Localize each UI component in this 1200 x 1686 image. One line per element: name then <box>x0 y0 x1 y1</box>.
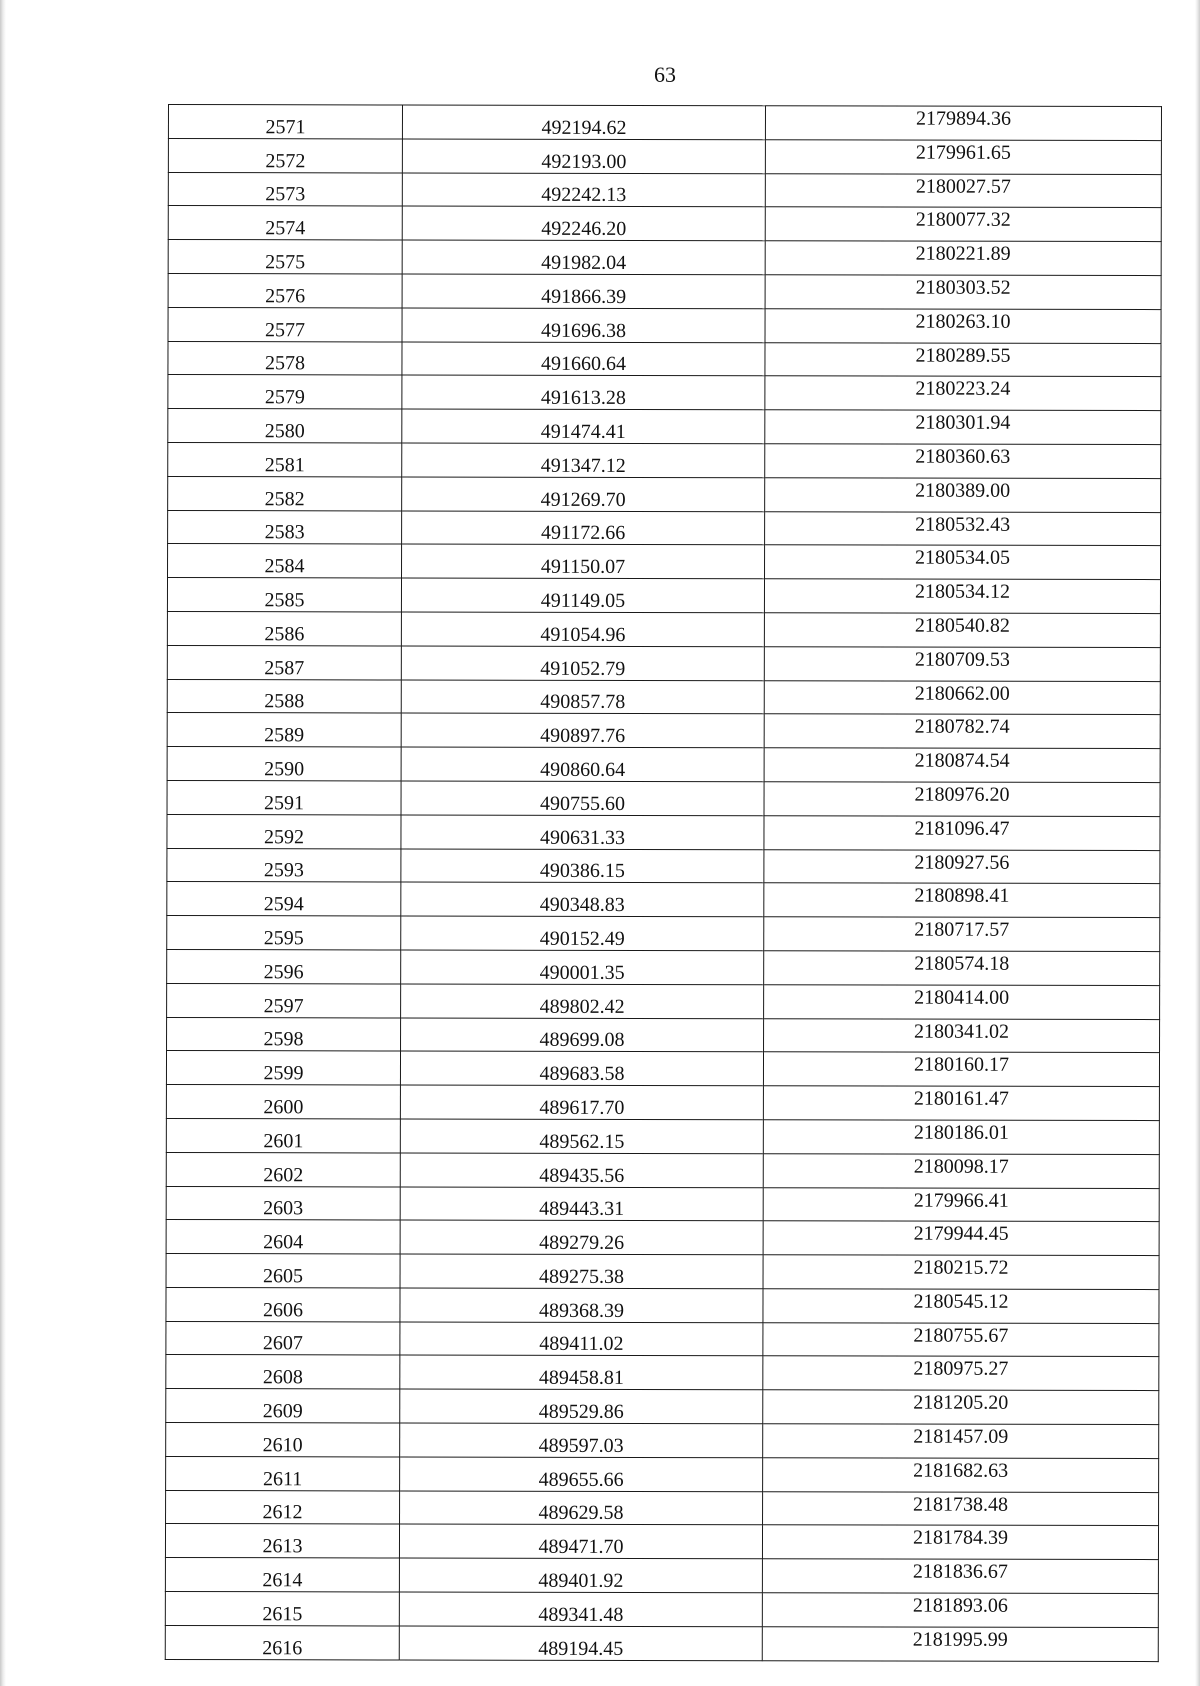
x-coordinate-cell: 490897.76 <box>401 713 764 748</box>
table-row <box>166 1321 1159 1357</box>
table-row <box>166 1490 1159 1526</box>
table-row <box>166 1051 1159 1087</box>
point-number-cell: 2597 <box>167 983 401 1017</box>
x-coordinate-cell: 491054.96 <box>401 612 764 647</box>
y-coordinate-cell: 2180223.24 <box>765 376 1161 411</box>
point-number-cell: 2607 <box>166 1321 400 1355</box>
x-coordinate-cell: 490386.15 <box>401 849 764 884</box>
point-number-cell: 2602 <box>166 1152 400 1186</box>
y-coordinate-cell: 2181682.63 <box>763 1458 1159 1493</box>
scan-edge-left <box>0 0 6 1686</box>
x-coordinate-cell: 489458.81 <box>400 1355 763 1390</box>
y-coordinate-cell: 2180927.56 <box>764 849 1160 884</box>
x-coordinate-cell: 489562.15 <box>400 1119 763 1154</box>
point-number-cell: 2590 <box>167 747 401 781</box>
x-coordinate-cell: 489629.58 <box>400 1491 763 1526</box>
point-number-cell: 2593 <box>167 848 401 882</box>
x-coordinate-cell: 489341.48 <box>399 1592 762 1627</box>
scan-edge-right <box>1195 0 1200 1686</box>
point-number-cell: 2592 <box>167 814 401 848</box>
table-row <box>168 409 1161 445</box>
point-number-cell: 2603 <box>166 1186 400 1220</box>
table-row <box>167 679 1160 715</box>
x-coordinate-cell: 491982.04 <box>402 240 765 275</box>
point-number-cell: 2584 <box>168 544 402 578</box>
x-coordinate-cell: 489617.70 <box>400 1085 763 1120</box>
y-coordinate-cell: 2181893.06 <box>762 1593 1158 1628</box>
point-number-cell: 2611 <box>166 1456 400 1490</box>
coordinate-table-body <box>165 105 1161 1662</box>
x-coordinate-cell: 491150.07 <box>402 544 765 579</box>
y-coordinate-cell: 2180215.72 <box>763 1255 1159 1290</box>
x-coordinate-cell: 489529.86 <box>400 1389 763 1424</box>
point-number-cell: 2601 <box>166 1118 400 1152</box>
y-coordinate-cell: 2180186.01 <box>763 1120 1159 1155</box>
point-number-cell: 2599 <box>166 1051 400 1085</box>
x-coordinate-cell: 489194.45 <box>399 1626 762 1661</box>
x-coordinate-cell: 491347.12 <box>402 443 765 478</box>
table-row <box>167 1017 1160 1053</box>
page-number: 63 <box>654 62 676 87</box>
table-row <box>168 273 1161 309</box>
point-number-cell: 2574 <box>168 206 402 240</box>
point-number-cell: 2613 <box>165 1524 399 1558</box>
point-number-cell: 2589 <box>167 713 401 747</box>
x-coordinate-cell: 491866.39 <box>402 274 765 309</box>
table-row <box>168 138 1161 174</box>
x-coordinate-cell: 489368.39 <box>400 1288 763 1323</box>
y-coordinate-cell: 2180077.32 <box>765 207 1161 242</box>
y-coordinate-cell: 2180414.00 <box>764 984 1160 1019</box>
y-coordinate-cell: 2180755.67 <box>763 1322 1159 1357</box>
x-coordinate-cell: 491660.64 <box>402 342 765 377</box>
y-coordinate-cell: 2180221.89 <box>765 241 1161 276</box>
y-coordinate-cell: 2180303.52 <box>765 275 1161 310</box>
table-row <box>168 341 1161 377</box>
table-row <box>165 1625 1158 1661</box>
table-row <box>167 848 1160 884</box>
table-row <box>168 105 1161 141</box>
y-coordinate-cell: 2180717.57 <box>764 917 1160 952</box>
table-row <box>168 307 1161 343</box>
point-number-cell: 2594 <box>167 882 401 916</box>
table-row <box>168 206 1161 242</box>
x-coordinate-cell: 489683.58 <box>400 1051 763 1086</box>
point-number-cell: 2588 <box>167 679 401 713</box>
point-number-cell: 2606 <box>166 1287 400 1321</box>
x-coordinate-cell: 490631.33 <box>401 815 764 850</box>
point-number-cell: 2578 <box>168 341 402 375</box>
table-row <box>166 1355 1159 1391</box>
x-coordinate-cell: 491613.28 <box>402 375 765 410</box>
x-coordinate-cell: 489411.02 <box>400 1322 763 1357</box>
x-coordinate-cell: 490348.83 <box>401 882 764 917</box>
point-number-cell: 2582 <box>168 476 402 510</box>
table-row <box>168 172 1161 208</box>
y-coordinate-cell: 2180545.12 <box>763 1289 1159 1324</box>
y-coordinate-cell: 2180098.17 <box>763 1153 1159 1188</box>
table-row <box>168 510 1161 546</box>
table-row <box>167 747 1160 783</box>
x-coordinate-cell: 489655.66 <box>400 1457 763 1492</box>
y-coordinate-cell: 2180027.57 <box>765 173 1161 208</box>
y-coordinate-cell: 2180389.00 <box>765 478 1161 513</box>
table-row <box>166 1118 1159 1154</box>
x-coordinate-cell: 489401.92 <box>399 1558 762 1593</box>
point-number-cell: 2575 <box>168 240 402 274</box>
x-coordinate-cell: 490860.64 <box>401 747 764 782</box>
table-row <box>168 442 1161 478</box>
y-coordinate-cell: 2180160.17 <box>763 1052 1159 1087</box>
table-row <box>167 645 1160 681</box>
y-coordinate-cell: 2180782.74 <box>764 714 1160 749</box>
table-row <box>166 1152 1159 1188</box>
table-row <box>167 983 1160 1019</box>
table-row <box>166 1389 1159 1425</box>
y-coordinate-cell: 2179961.65 <box>765 140 1161 175</box>
y-coordinate-cell: 2180976.20 <box>764 782 1160 817</box>
point-number-cell: 2610 <box>166 1423 400 1457</box>
point-number-cell: 2571 <box>168 105 402 139</box>
y-coordinate-cell: 2179966.41 <box>763 1187 1159 1222</box>
x-coordinate-cell: 489275.38 <box>400 1254 763 1289</box>
x-coordinate-cell: 491269.70 <box>402 477 765 512</box>
table-row <box>165 1592 1158 1628</box>
x-coordinate-cell: 491149.05 <box>401 578 764 613</box>
point-number-cell: 2595 <box>167 916 401 950</box>
table-row <box>166 1186 1159 1222</box>
x-coordinate-cell: 492193.00 <box>402 139 765 174</box>
y-coordinate-cell: 2181457.09 <box>763 1424 1159 1459</box>
point-number-cell: 2596 <box>167 949 401 983</box>
table-row <box>167 780 1160 816</box>
point-number-cell: 2580 <box>168 409 402 443</box>
table-row <box>167 916 1160 952</box>
y-coordinate-cell: 2181205.20 <box>763 1390 1159 1425</box>
y-coordinate-cell: 2180709.53 <box>764 647 1160 682</box>
point-number-cell: 2576 <box>168 273 402 307</box>
point-number-cell: 2581 <box>168 442 402 476</box>
x-coordinate-cell: 489279.26 <box>400 1220 763 1255</box>
x-coordinate-cell: 490152.49 <box>401 916 764 951</box>
table-row <box>166 1085 1159 1121</box>
table-row <box>167 814 1160 850</box>
x-coordinate-cell: 490755.60 <box>401 781 764 816</box>
y-coordinate-cell: 2180301.94 <box>765 410 1161 445</box>
point-number-cell: 2614 <box>165 1558 399 1592</box>
point-number-cell: 2598 <box>167 1017 401 1051</box>
point-number-cell: 2615 <box>165 1592 399 1626</box>
table-row <box>165 1524 1158 1560</box>
x-coordinate-cell: 489471.70 <box>399 1524 762 1559</box>
table-row <box>168 375 1161 411</box>
table-row <box>166 1423 1159 1459</box>
point-number-cell: 2608 <box>166 1355 400 1389</box>
point-number-cell: 2586 <box>167 611 401 645</box>
table-row <box>168 240 1161 276</box>
x-coordinate-cell: 490857.78 <box>401 680 764 715</box>
x-coordinate-cell: 492194.62 <box>402 105 765 140</box>
y-coordinate-cell: 2181784.39 <box>762 1525 1158 1560</box>
y-coordinate-cell: 2180289.55 <box>765 342 1161 377</box>
y-coordinate-cell: 2179944.45 <box>763 1221 1159 1256</box>
table-row <box>167 578 1160 614</box>
point-number-cell: 2579 <box>168 375 402 409</box>
y-coordinate-cell: 2180662.00 <box>764 680 1160 715</box>
y-coordinate-cell: 2180574.18 <box>764 951 1160 986</box>
point-number-cell: 2609 <box>166 1389 400 1423</box>
y-coordinate-cell: 2181836.67 <box>762 1559 1158 1594</box>
y-coordinate-cell: 2180263.10 <box>765 309 1161 344</box>
table-row <box>168 544 1161 580</box>
point-number-cell: 2585 <box>167 578 401 612</box>
point-number-cell: 2605 <box>166 1254 400 1288</box>
table-row <box>167 949 1160 985</box>
y-coordinate-cell: 2180360.63 <box>765 444 1161 479</box>
x-coordinate-cell: 491696.38 <box>402 308 765 343</box>
table-row <box>166 1456 1159 1492</box>
point-number-cell: 2616 <box>165 1625 399 1659</box>
point-number-cell: 2572 <box>168 138 402 172</box>
x-coordinate-cell: 489435.56 <box>400 1153 763 1188</box>
table-row <box>166 1220 1159 1256</box>
y-coordinate-cell: 2180874.54 <box>764 748 1160 783</box>
point-number-cell: 2577 <box>168 307 402 341</box>
y-coordinate-cell: 2180532.43 <box>765 511 1161 546</box>
x-coordinate-cell: 489802.42 <box>401 984 764 1019</box>
table-row <box>166 1287 1159 1323</box>
x-coordinate-cell: 492246.20 <box>402 206 765 241</box>
x-coordinate-cell: 490001.35 <box>401 950 764 985</box>
table-row <box>168 476 1161 512</box>
coordinate-table <box>165 104 1162 1662</box>
x-coordinate-cell: 491474.41 <box>402 409 765 444</box>
table-row <box>166 1254 1159 1290</box>
y-coordinate-cell: 2180898.41 <box>764 883 1160 918</box>
point-number-cell: 2591 <box>167 780 401 814</box>
y-coordinate-cell: 2180534.05 <box>765 545 1161 580</box>
y-coordinate-cell: 2180341.02 <box>764 1018 1160 1053</box>
y-coordinate-cell: 2181096.47 <box>764 815 1160 850</box>
point-number-cell: 2604 <box>166 1220 400 1254</box>
y-coordinate-cell: 2181995.99 <box>762 1627 1158 1662</box>
y-coordinate-cell: 2180975.27 <box>763 1356 1159 1391</box>
point-number-cell: 2612 <box>166 1490 400 1524</box>
table-row <box>167 713 1160 749</box>
point-number-cell: 2587 <box>167 645 401 679</box>
x-coordinate-cell: 491172.66 <box>402 511 765 546</box>
x-coordinate-cell: 489597.03 <box>400 1423 763 1458</box>
y-coordinate-cell: 2180540.82 <box>764 613 1160 648</box>
y-coordinate-cell: 2179894.36 <box>765 106 1161 141</box>
table-row <box>167 882 1160 918</box>
point-number-cell: 2583 <box>168 510 402 544</box>
x-coordinate-cell: 489699.08 <box>401 1018 764 1053</box>
y-coordinate-cell: 2181738.48 <box>763 1491 1159 1526</box>
y-coordinate-cell: 2180534.12 <box>764 579 1160 614</box>
table-row <box>165 1558 1158 1594</box>
point-number-cell: 2573 <box>168 172 402 206</box>
x-coordinate-cell: 491052.79 <box>401 646 764 681</box>
table-row <box>167 611 1160 647</box>
x-coordinate-cell: 492242.13 <box>402 173 765 208</box>
y-coordinate-cell: 2180161.47 <box>763 1086 1159 1121</box>
x-coordinate-cell: 489443.31 <box>400 1186 763 1221</box>
point-number-cell: 2600 <box>166 1085 400 1119</box>
